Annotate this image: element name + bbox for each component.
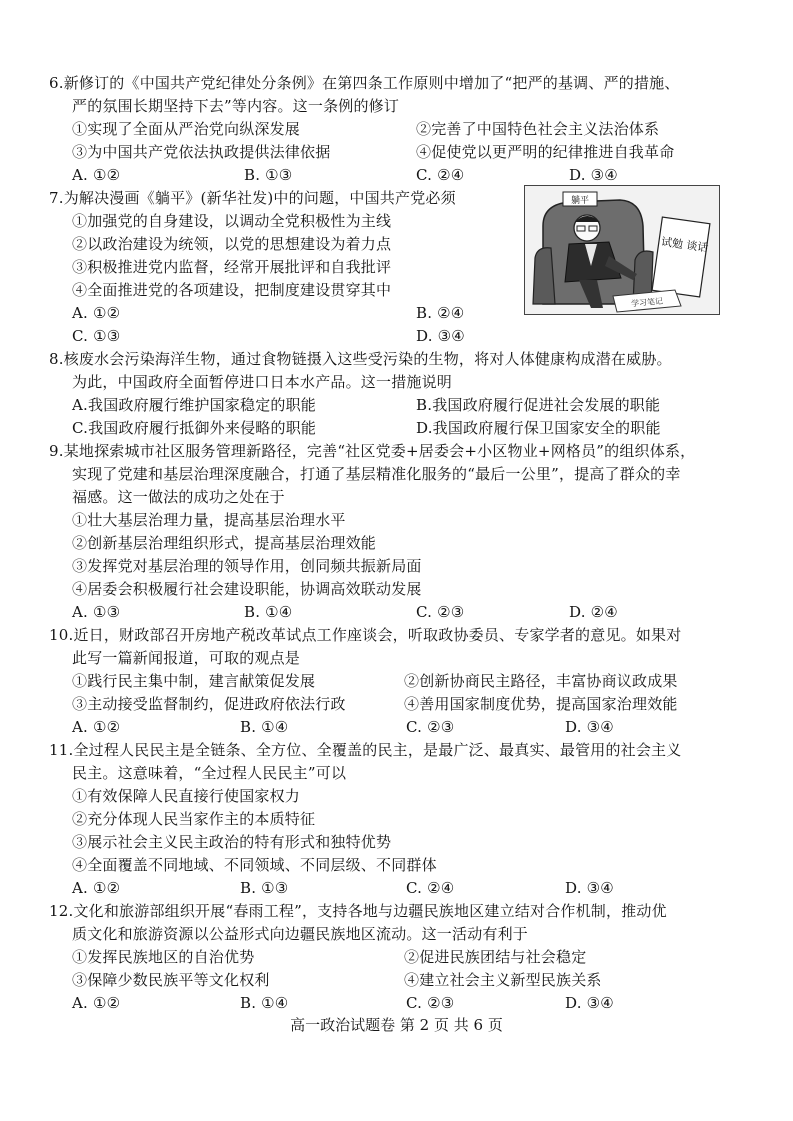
q7-statement-4: ④全面推进党的各项建设，把制度建设贯穿其中: [72, 281, 392, 299]
lying-flat-cartoon: [524, 185, 720, 315]
q7-option-b: B. ②④: [416, 304, 465, 322]
q9-statement-2: ②创新基层治理组织形式，提高基层治理效能: [72, 534, 377, 552]
q6-option-b: B. ①③: [244, 166, 293, 184]
q10-option-a: A. ①②: [72, 718, 121, 736]
q11-option-b: B. ①③: [240, 879, 289, 897]
q6-option-d: D. ③④: [569, 166, 618, 184]
q10-statement-3: ③主动接受监督制约，促进政府依法行政: [72, 695, 346, 713]
q11-statement-3: ③展示社会主义民主政治的特有形式和独特优势: [72, 833, 392, 851]
q7-option-d: D. ③④: [416, 327, 465, 345]
q6-statement-4: ④促使党以更严明的纪律推进自我革命: [416, 143, 675, 161]
q9-option-c: C. ②③: [416, 603, 465, 621]
q8-stem-line-1: 8.核废水会污染海洋生物，通过食物链摄入这些受污染的生物，将对人体健康构成潜在威胁。: [49, 350, 672, 368]
q8-option-c: C.我国政府履行抵御外来侵略的职能: [72, 419, 317, 437]
q9-stem-line-2: 实现了党建和基层治理深度融合，打通了基层精准化服务的“最后一公里”，提高了群众的幸: [72, 465, 681, 483]
q12-stem-line-2: 质文化和旅游资源以公益形式向边疆民族地区流动。这一活动有利于: [72, 925, 529, 943]
q6-option-c: C. ②④: [416, 166, 465, 184]
cartoon-floor-text: 学习笔记: [630, 296, 664, 309]
q6-statement-2: ②完善了中国特色社会主义法治体系: [416, 120, 660, 138]
q12-stem-line-1: 12.文化和旅游部组织开展“春雨工程”，支持各地与边疆民族地区建立结对合作机制，推动优: [49, 902, 667, 920]
q7-statement-1: ①加强党的自身建设，以调动全党积极性为主线: [72, 212, 392, 230]
q11-option-a: A. ①②: [72, 879, 121, 897]
q9-option-a: A. ①③: [72, 603, 121, 621]
q8-option-b: B.我国政府履行促进社会发展的职能: [416, 396, 661, 414]
q9-stem-line-1: 9.某地探索城市社区服务管理新路径，完善“社区党委+居委会+小区物业+网格员”的组织体系，: [49, 442, 696, 460]
q10-stem-line-2: 此写一篇新闻报道，可取的观点是: [72, 649, 301, 667]
q7-option-c: C. ①③: [72, 327, 121, 345]
q12-option-d: D. ③④: [565, 994, 614, 1012]
q7-stem-line-1: 7.为解决漫画《躺平》(新华社发)中的问题，中国共产党必须: [49, 189, 456, 207]
q6-statement-1: ①实现了全面从严治党向纵深发展: [72, 120, 301, 138]
q11-stem-line-2: 民主。这意味着，“全过程人民民主”可以: [72, 764, 347, 782]
q11-statement-4: ④全面覆盖不同地域、不同领域、不同层级、不同群体: [72, 856, 437, 874]
q12-option-a: A. ①②: [72, 994, 121, 1012]
q12-statement-1: ①发挥民族地区的自治优势: [72, 948, 255, 966]
q11-stem-line-1: 11.全过程人民民主是全链条、全方位、全覆盖的民主，是最广泛、最真实、最管用的社会主义: [49, 741, 682, 759]
q6-option-a: A. ①②: [72, 166, 121, 184]
q10-option-b: B. ①④: [240, 718, 289, 736]
q10-stem-line-1: 10.近日，财政部召开房地产税改革试点工作座谈会，听取政协委员、专家学者的意见。如果对: [49, 626, 682, 644]
cartoon-paper-text: 试勉 谈话: [660, 235, 710, 255]
q7-statement-3: ③积极推进党内监督，经常开展批评和自我批评: [72, 258, 392, 276]
q10-option-d: D. ③④: [565, 718, 614, 736]
q11-option-d: D. ③④: [565, 879, 614, 897]
q9-statement-4: ④居委会积极履行社会建设职能，协调高效联动发展: [72, 580, 422, 598]
q9-statement-1: ①壮大基层治理力量，提高基层治理水平: [72, 511, 346, 529]
q8-option-a: A.我国政府履行维护国家稳定的职能: [72, 396, 317, 414]
q9-option-d: D. ②④: [569, 603, 618, 621]
q12-option-b: B. ①④: [240, 994, 289, 1012]
q6-stem-line-1: 6.新修订的《中国共产党纪律处分条例》在第四条工作原则中增加了“把严的基调、严的措施、: [49, 74, 680, 92]
cartoon-sign-text: 躺平: [570, 196, 590, 206]
q12-statement-4: ④建立社会主义新型民族关系: [404, 971, 602, 989]
page-footer: 高一政治试题卷 第 2 页 共 6 页: [290, 1016, 503, 1034]
q12-statement-3: ③保障少数民族平等文化权利: [72, 971, 270, 989]
q11-statement-2: ②充分体现人民当家作主的本质特征: [72, 810, 316, 828]
q11-option-c: C. ②④: [406, 879, 455, 897]
q12-statement-2: ②促进民族团结与社会稳定: [404, 948, 587, 966]
cartoon-drawing: [525, 186, 719, 314]
q10-statement-1: ①践行民主集中制，建言献策促发展: [72, 672, 316, 690]
q7-statement-2: ②以政治建设为统领，以党的思想建设为着力点: [72, 235, 392, 253]
q10-option-c: C. ②③: [406, 718, 455, 736]
q8-option-d: D.我国政府履行保卫国家安全的职能: [416, 419, 661, 437]
q8-stem-line-2: 为此，中国政府全面暂停进口日本水产品。这一措施说明: [72, 373, 453, 391]
q6-statement-3: ③为中国共产党依法执政提供法律依据: [72, 143, 331, 161]
q7-option-a: A. ①②: [72, 304, 121, 322]
q10-statement-4: ④善用国家制度优势，提高国家治理效能: [404, 695, 678, 713]
q9-stem-line-3: 福感。这一做法的成功之处在于: [72, 488, 285, 506]
q9-option-b: B. ①④: [244, 603, 293, 621]
q6-stem-line-2: 严的氛围长期坚持下去”等内容。这一条例的修订: [72, 97, 400, 115]
q11-statement-1: ①有效保障人民直接行使国家权力: [72, 787, 301, 805]
q12-option-c: C. ②③: [406, 994, 455, 1012]
q10-statement-2: ②创新协商民主路径，丰富协商议政成果: [404, 672, 678, 690]
q9-statement-3: ③发挥党对基层治理的领导作用，创同频共振新局面: [72, 557, 422, 575]
